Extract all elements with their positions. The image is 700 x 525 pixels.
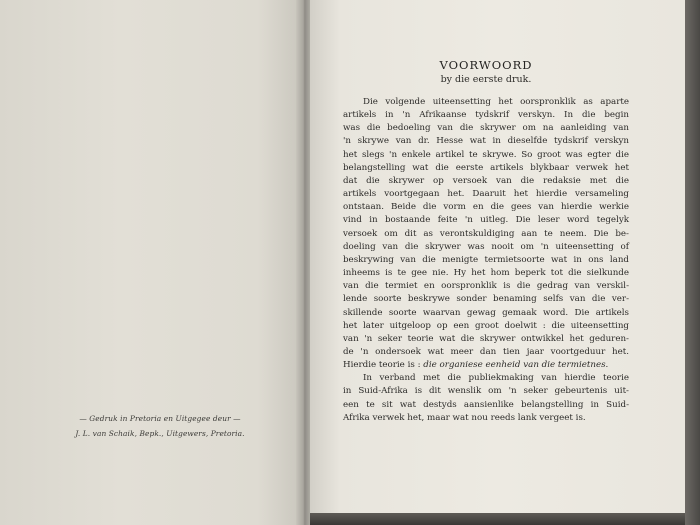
page-title: VOORWOORD bbox=[439, 58, 533, 72]
text-line: versoek om dit as verontskuldiging aan te neem. Die be- bbox=[343, 228, 629, 239]
text-line: vind in bostaande feite 'n uitleg. Die leser word tegelyk bbox=[343, 215, 629, 226]
text-line: van 'n seker teorie wat die skrywer ontwikkel het geduren- bbox=[343, 333, 629, 344]
text-line: artikels voortgegaan het. Daaruit het hierdie versameling bbox=[343, 189, 629, 200]
text-line: van die termiet en oorspronklik is die gedrag van verskil- bbox=[343, 281, 629, 292]
left-page bbox=[0, 0, 303, 525]
paragraph-2 bbox=[343, 372, 629, 425]
text-line: 'n skrywe van dr. Hesse wat in dieselfde tydskrif verskyn bbox=[343, 136, 629, 147]
text-line: skillende soorte waarvan gewag gemaak word. Die artikels bbox=[343, 307, 629, 318]
text-line: In verband met die publiekmaking van hierdie teorie bbox=[363, 373, 629, 384]
page-subtitle: by die eerste druk. bbox=[440, 74, 532, 85]
text-line: de 'n ondersoek wat meer dan tien jaar voortgeduur het. bbox=[343, 346, 629, 357]
text-line: een te sit wat destyds aansienlike belangstelling in Suid- bbox=[343, 399, 629, 410]
text-line: in Suid-Afrika is dit wenslik om 'n seker gebeurtenis uit- bbox=[343, 386, 629, 397]
text-line: het slegs 'n enkele artikel te skrywe. So groot was egter die bbox=[343, 149, 629, 160]
imprint-line-2: J. L. van Schaik, Bepk., Uitgewers, Pretoria. bbox=[75, 429, 245, 438]
text-line: dat die skrywer op versoek van die redaksie met die bbox=[343, 175, 629, 186]
text-line: doeling van die skrywer was nooit om 'n uiteensetting of bbox=[343, 241, 629, 252]
emphasized-theory-phrase: die organiese eenheid van die termietnes. bbox=[423, 360, 609, 371]
text-line: artikels in 'n Afrikaanse tydskrif verskyn. In die begin bbox=[343, 110, 629, 121]
page-edge-right bbox=[685, 0, 700, 525]
text-line: lende soorte beskrywe sonder benaming selfs van die ver- bbox=[343, 294, 629, 305]
text-line-prefix: Hierdie teorie is : bbox=[343, 360, 424, 371]
text-line: ontstaan. Beide die vorm en die gees van hierdie werkie bbox=[343, 202, 629, 213]
text-line: was die bedoeling van die skrywer om na aanleiding van bbox=[343, 123, 629, 134]
page-edge-bottom bbox=[310, 513, 685, 525]
paragraph-1 bbox=[343, 96, 629, 372]
text-line: Afrika verwek het, maar wat nou reeds lank vergeet is. bbox=[343, 412, 586, 423]
text-line: inheems is te gee nie. Hy het hom beperk tot die sielkunde bbox=[343, 268, 629, 279]
text-line: belangstelling wat die eerste artikels blykbaar verwek het bbox=[343, 162, 629, 173]
text-line: het later uitgeloop op een groot doelwit : die uiteensetting bbox=[343, 320, 629, 331]
text-line-final bbox=[343, 359, 629, 372]
printer-imprint bbox=[40, 411, 280, 441]
text-line: beskrywing van die menigte termietsoorte wat in ons land bbox=[343, 254, 629, 265]
imprint-line-1: — Gedruk in Pretoria en Uitgegee deur — bbox=[79, 414, 241, 423]
text-line: Die volgende uiteensetting het oorspronklik as aparte bbox=[363, 97, 629, 107]
foreword-text-block bbox=[343, 58, 629, 425]
